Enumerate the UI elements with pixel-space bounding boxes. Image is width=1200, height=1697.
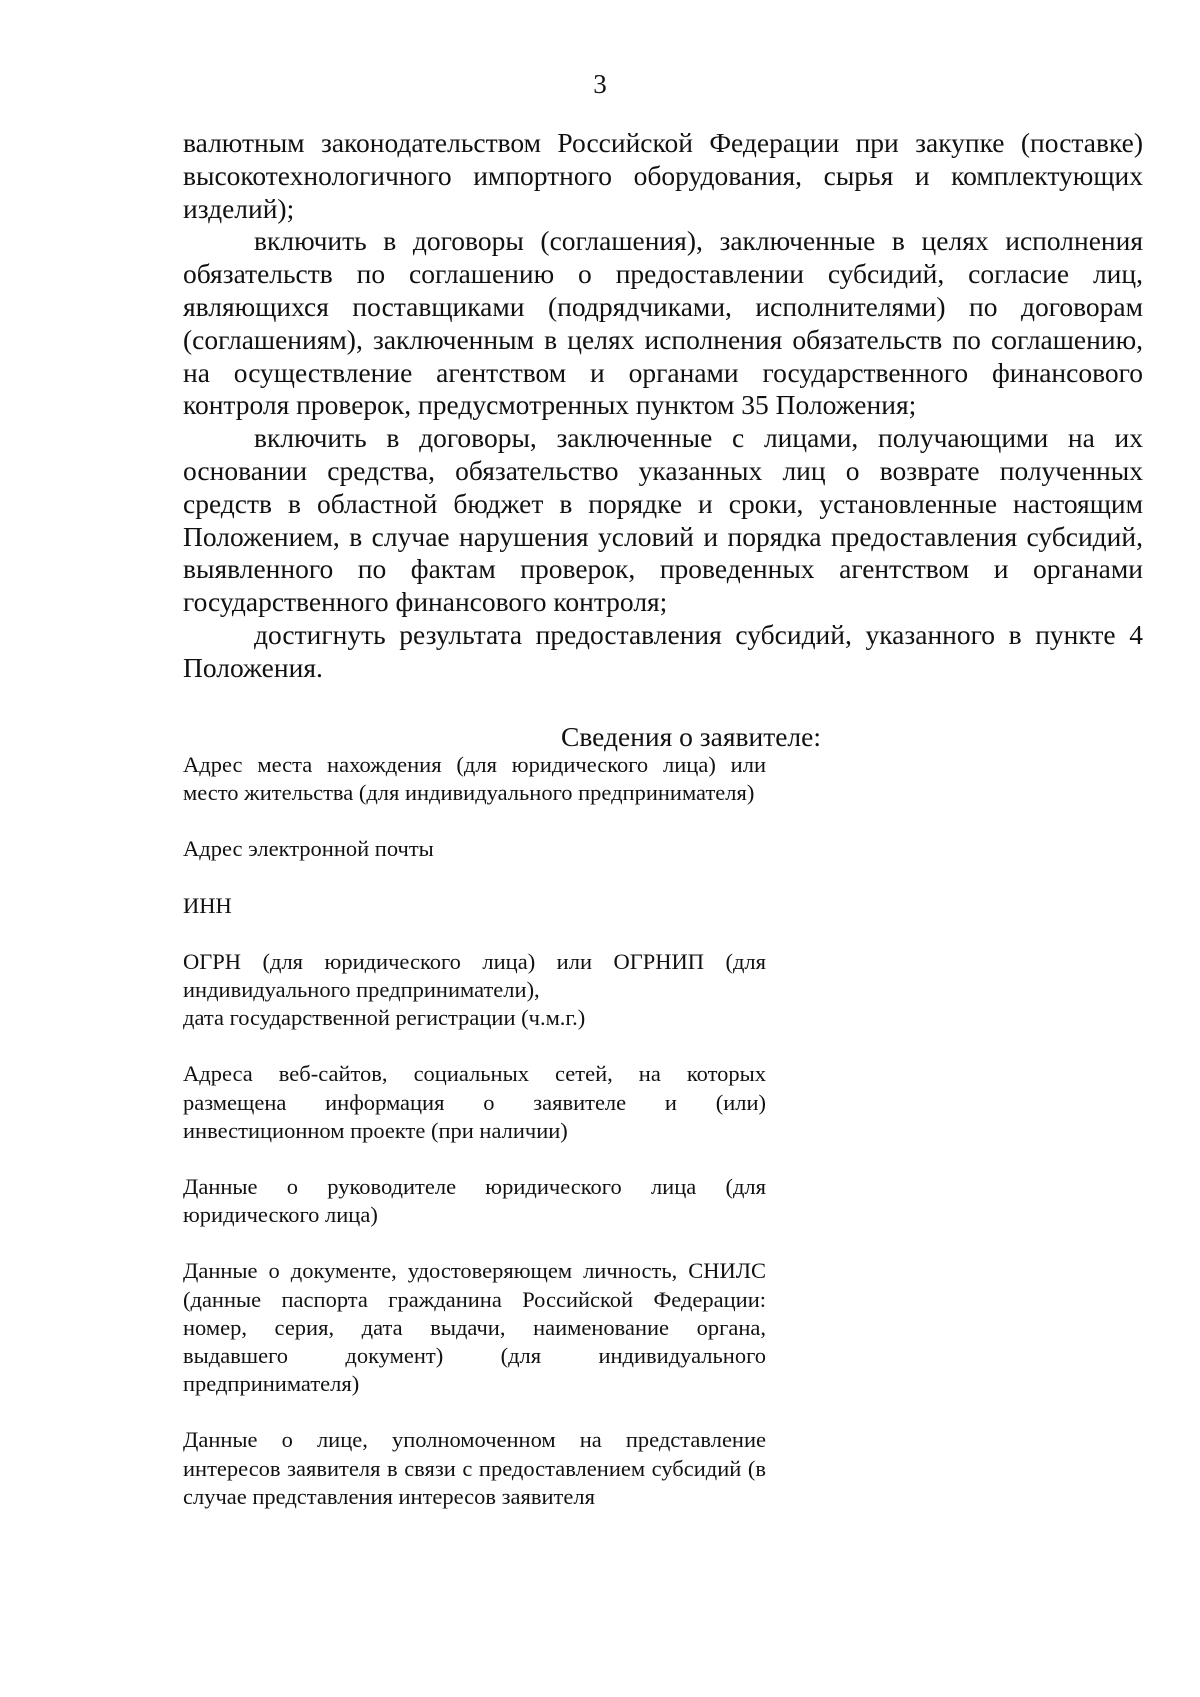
- field-inn: [183, 892, 766, 920]
- field-director-label: Данные о руководителе юридического лица (для юридического лица): [183, 1174, 766, 1228]
- field-websites-label: Адреса веб-сайтов, социальных сетей, на которых размещена информация о заявителе и (или) инвестиционном проекте (при наличии): [183, 1061, 766, 1143]
- applicant-fields: [183, 751, 766, 1511]
- paragraph-contracts-consent: включить в договоры (соглашения), заключенные в целях исполнения обязательств по соглашению о предоставлении субсидий, согласие лиц, являющихся поставщиками (подрядчиками, исполнителями) по договорам (соглашениям), заключенным в целях исполнения обязательств по соглашению, на осуществление агентством и органами государственного финансового контроля проверок, предусмотренных пунктом 35 Положения;: [183, 225, 1143, 421]
- field-email: [183, 835, 766, 863]
- applicant-section-title: Сведения о заявителе:: [561, 721, 822, 752]
- field-websites: [183, 1060, 766, 1145]
- field-registration-date-label: дата государственной регистрации (ч.м.г.): [183, 1005, 586, 1031]
- field-ogrn: [183, 948, 766, 1033]
- page-number: 3: [593, 69, 607, 99]
- field-identity-document-label: Данные о документе, удостоверяющем личность, СНИЛС (данные паспорта гражданина Российской Федерации: номер, серия, дата выдачи, наименование органа, выдавшего документ) (для индивидуального предпринимателя): [183, 1258, 766, 1397]
- field-representative: [183, 1426, 766, 1511]
- field-ogrn-label: ОГРН (для юридического лица) или ОГРНИП (для индивидуального предприниматели),: [183, 948, 766, 1003]
- paragraph-currency-law: валютным законодательством Российской Федерации при закупке (поставке) высокотехнологичного импортного оборудования, сырья и комплектующих изделий);: [183, 127, 1143, 224]
- field-email-label: Адрес электронной почты: [183, 836, 434, 862]
- field-identity-document: [183, 1257, 766, 1398]
- field-representative-label: Данные о лице, уполномоченном на представление интересов заявителя в связи с предоставлением субсидий (в случае представления интересов заявителя: [183, 1427, 766, 1509]
- paragraph-contracts-refund: включить в договоры, заключенные с лицами, получающими на их основании средства, обязательство указанных лиц о возврате полученных средств в областной бюджет в порядке и сроки, установленные настоящим Положением, в случае нарушения условий и порядка предоставления субсидий, выявленного по фактам проверок, проведенных агентством и органами государственного финансового контроля;: [183, 422, 1143, 618]
- field-inn-label: ИНН: [183, 892, 232, 918]
- body-text: [183, 127, 1143, 685]
- field-director: [183, 1173, 766, 1229]
- paragraph-achieve-result: достигнуть результата предоставления субсидий, указанного в пункте 4 Положения.: [183, 618, 1143, 683]
- field-address: [183, 751, 766, 807]
- field-address-label: Адрес места нахождения (для юридического лица) или место жительства (для индивидуального предпринимателя): [183, 752, 766, 806]
